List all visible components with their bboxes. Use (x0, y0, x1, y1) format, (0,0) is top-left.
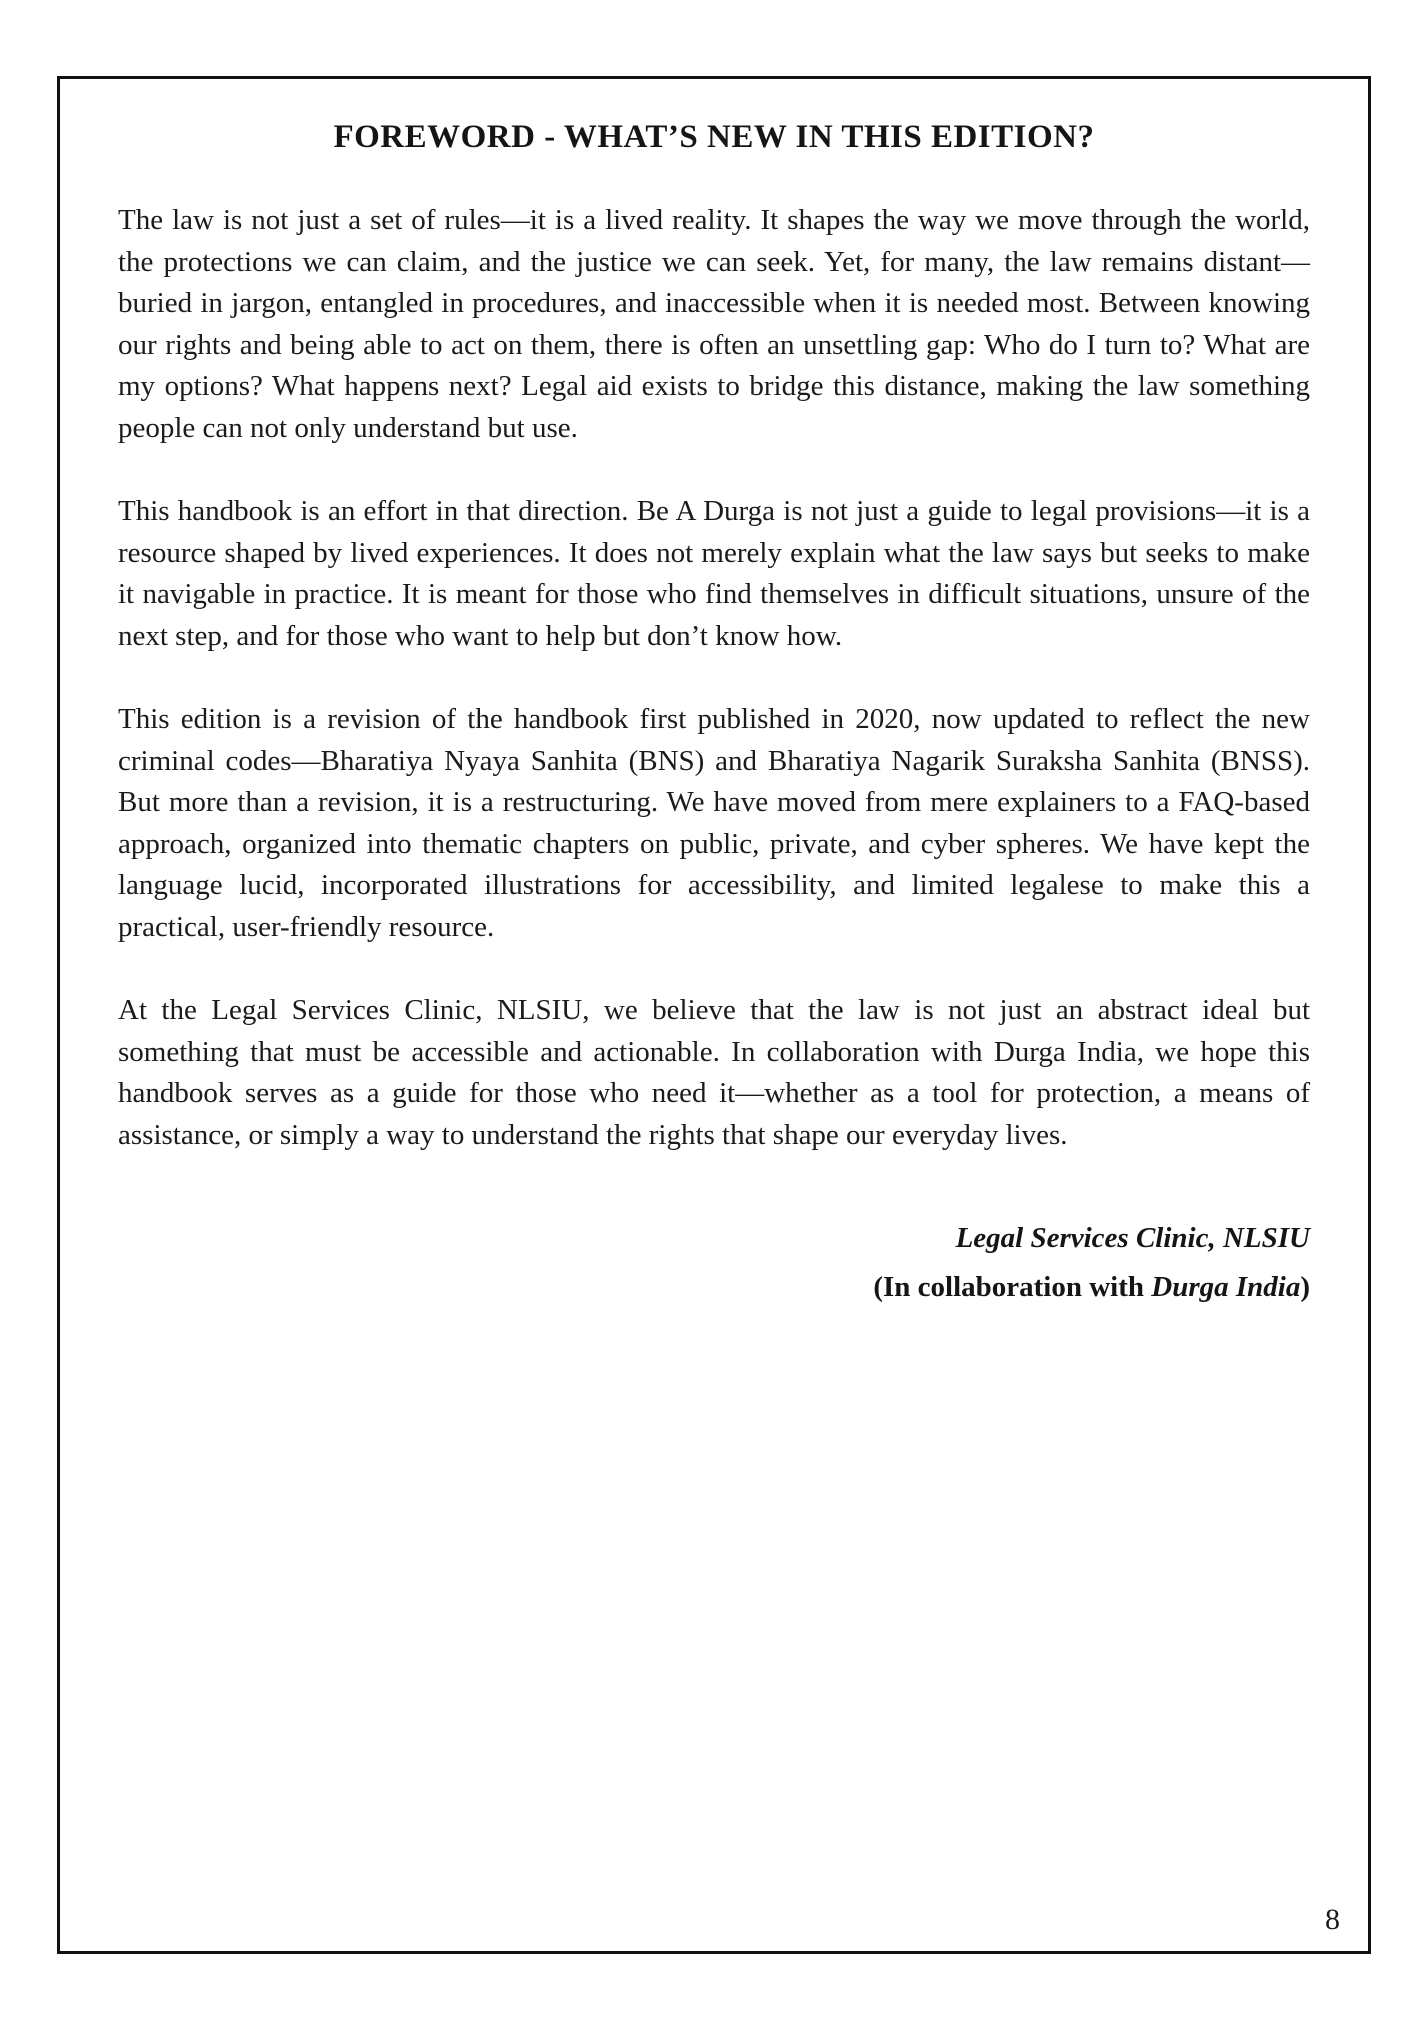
signature-line-2-prefix: (In collaboration with (873, 1271, 1152, 1303)
foreword-paragraph-2: This handbook is an effort in that direction. Be A Durga is not just a guide to legal provisions—it is a resource shaped by lived experiences. It does not merely explain what the law says but seeks to make it navigable in practice. It is meant for those who find themselves in difficult situations, unsure of the next step, and for those who want to help but don’t know how. (118, 495, 1310, 652)
foreword-paragraph-1: The law is not just a set of rules—it is a lived reality. It shapes the way we move through the world, the protections we can claim, and the justice we can seek. Yet, for many, the law remains distant—buried in jargon, entangled in procedures, and inaccessible when it is needed most. Between knowing our rights and being able to act on them, there is often an unsettling gap: Who do I turn to? What are my options? What happens next? Legal aid exists to bridge this distance, making the law something people can not only understand but use. (118, 204, 1310, 444)
page-title: FOREWORD - WHAT’S NEW IN THIS EDITION? (333, 119, 1095, 155)
foreword-paragraph-3: This edition is a revision of the handbook first published in 2020, now updated to reflect the new criminal codes—Bharatiya Nyaya Sanhita (BNS) and Bharatiya Nagarik Suraksha Sanhita (BNSS). But more than a revision, it is a restructuring. We have moved from mere explainers to a FAQ-based approach, organized into thematic chapters on public, private, and cyber spheres. We have kept the language lucid, incorporated illustrations for accessibility, and limited legalese to make this a practical, user-friendly resource. (118, 703, 1310, 943)
page-border-frame (57, 76, 1371, 1954)
signature-line-2-emphasis: Durga India (1151, 1271, 1301, 1303)
signature-line-2-suffix: ) (1300, 1271, 1310, 1303)
foreword-paragraph-4: At the Legal Services Clinic, NLSIU, we believe that the law is not just an abstract ideal but something that must be accessible and actionable. In collaboration with Durga India, we hope this handbook serves as a guide for those who need it—whether as a tool for protection, a means of assistance, or simply a way to understand the rights that shape our everyday lives. (118, 994, 1310, 1151)
signature-line-2 (118, 1263, 1310, 1312)
page-number: 8 (1325, 1903, 1340, 1936)
signature-block (118, 1214, 1310, 1312)
signature-line-1: Legal Services Clinic, NLSIU (955, 1222, 1310, 1254)
foreword-body (118, 200, 1310, 1156)
